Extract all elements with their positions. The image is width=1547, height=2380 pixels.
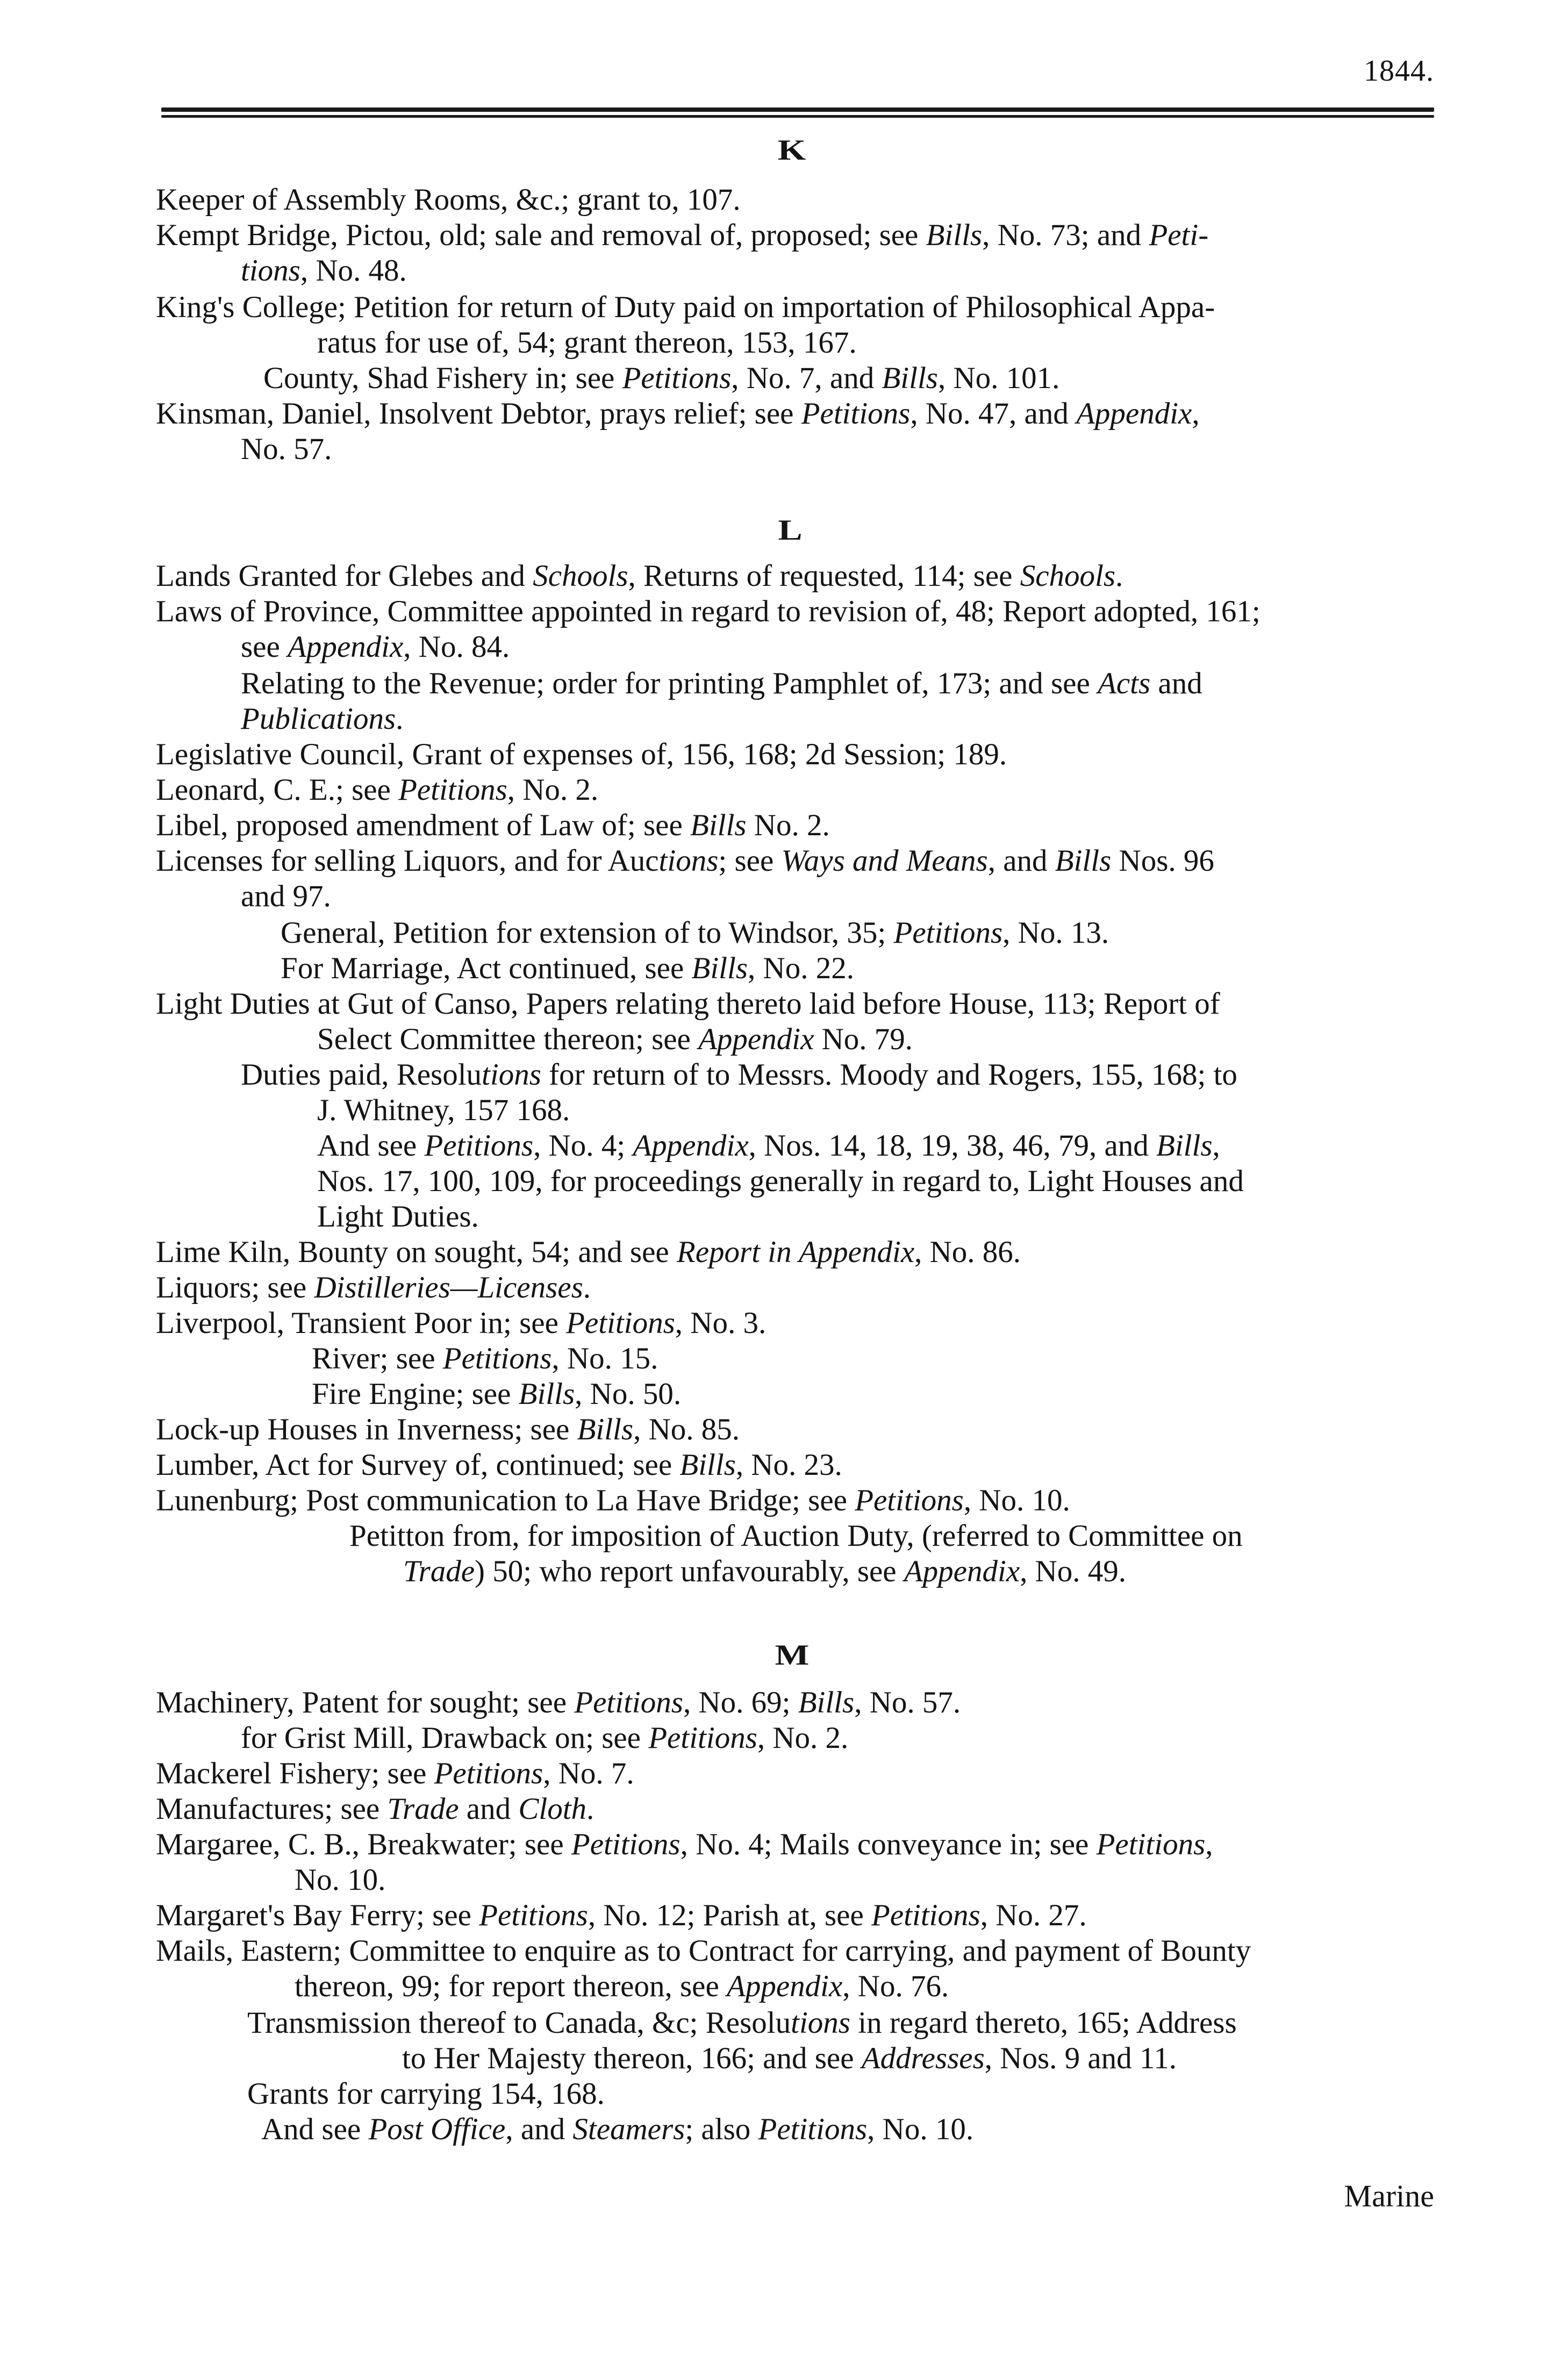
index-line: Publications. <box>241 702 404 736</box>
index-line: For Marriage, Act continued, see Bills, No. 22. <box>281 951 854 985</box>
index-line: Kinsman, Daniel, Insolvent Debtor, prays relief; see Petitions, No. 47, and Appendix, <box>156 397 1200 431</box>
index-line: River; see Petitions, No. 15. <box>312 1342 658 1375</box>
catchword: Marine <box>1344 2178 1434 2213</box>
index-line: Liverpool, Transient Poor in; see Petitions, No. 3. <box>156 1306 767 1340</box>
index-line: Leonard, C. E.; see Petitions, No. 2. <box>156 773 599 807</box>
index-line: Duties paid, Resolutions for return of to Messrs. Moody and Rogers, 155, 168; to <box>241 1058 1237 1092</box>
header-rule-thick <box>161 107 1434 112</box>
index-line: see Appendix, No. 84. <box>241 630 510 664</box>
index-line: to Her Majesty thereon, 166; and see Addresses, Nos. 9 and 11. <box>402 2041 1177 2075</box>
header-rule-thin <box>161 115 1434 118</box>
index-line: Kempt Bridge, Pictou, old; sale and removal of, proposed; see Bills, No. 73; and Peti- <box>156 218 1209 252</box>
index-line: Keeper of Assembly Rooms, &c.; grant to, 107. <box>156 183 741 217</box>
index-line: tions, No. 48. <box>241 254 407 288</box>
index-line: Liquors; see Distilleries—Licenses. <box>156 1271 591 1304</box>
index-line: Grants for carrying 154, 168. <box>247 2077 605 2111</box>
index-line: County, Shad Fishery in; see Petitions, No. 7, and Bills, No. 101. <box>263 361 1060 395</box>
index-line: General, Petition for extension of to Windsor, 35; Petitions, No. 13. <box>281 916 1109 950</box>
index-line: Licenses for selling Liquors, and for Auctions; see Ways and Means, and Bills Nos. 96 <box>156 844 1214 878</box>
section-letter-k: K <box>777 134 806 166</box>
index-line: Lime Kiln, Bounty on sought, 54; and see Report in Appendix, No. 86. <box>156 1235 1021 1269</box>
index-line: No. 57. <box>241 432 332 466</box>
index-line: Nos. 17, 100, 109, for proceedings generally in regard to, Light Houses and <box>317 1164 1244 1198</box>
index-line: Lands Granted for Glebes and Schools, Returns of requested, 114; see Schools. <box>156 559 1123 593</box>
index-line: Machinery, Patent for sought; see Petitions, No. 69; Bills, No. 57. <box>156 1686 961 1719</box>
index-line: ratus for use of, 54; grant thereon, 153, 167. <box>317 326 857 360</box>
index-line: and 97. <box>241 879 331 913</box>
section-letter-m: M <box>775 1639 810 1671</box>
index-line: J. Whitney, 157 168. <box>317 1093 570 1127</box>
index-line: Light Duties. <box>317 1200 479 1234</box>
index-line: Mails, Eastern; Committee to enquire as to Contract for carrying, and payment of Bounty <box>156 1934 1251 1968</box>
index-line: Trade) 50; who report unfavourably, see Appendix, No. 49. <box>403 1554 1127 1588</box>
index-line: No. 10. <box>295 1863 386 1897</box>
index-line: Libel, proposed amendment of Law of; see Bills No. 2. <box>156 808 830 842</box>
index-line: Manufactures; see Trade and Cloth. <box>156 1792 595 1826</box>
index-line: Margaree, C. B., Breakwater; see Petitions, No. 4; Mails conveyance in; see Petitions, <box>156 1827 1213 1861</box>
index-line: Select Committee thereon; see Appendix No. 79. <box>317 1022 913 1056</box>
index-line: Margaret's Bay Ferry; see Petitions, No. 12; Parish at, see Petitions, No. 27. <box>156 1898 1087 1932</box>
index-line: for Grist Mill, Drawback on; see Petitions, No. 2. <box>241 1721 849 1755</box>
index-line: thereon, 99; for report thereon, see Appendix, No. 76. <box>295 1969 949 2003</box>
index-line: Light Duties at Gut of Canso, Papers relating thereto laid before House, 113; Report of <box>156 987 1220 1021</box>
section-letter-l: L <box>778 514 803 546</box>
page-year: 1844. <box>1364 54 1434 88</box>
index-line: Lumber, Act for Survey of, continued; see Bills, No. 23. <box>156 1448 842 1482</box>
index-line: Lock-up Houses in Inverness; see Bills, No. 85. <box>156 1413 740 1446</box>
index-line: Petitton from, for imposition of Auction Duty, (referred to Committee on <box>349 1519 1243 1553</box>
index-line: And see Petitions, No. 4; Appendix, Nos. 14, 18, 19, 38, 46, 79, and Bills, <box>317 1129 1220 1163</box>
index-line: Relating to the Revenue; order for printing Pamphlet of, 173; and see Acts and <box>241 666 1202 700</box>
index-line: Lunenburg; Post communication to La Have Bridge; see Petitions, No. 10. <box>156 1483 1070 1517</box>
index-line: Fire Engine; see Bills, No. 50. <box>312 1377 682 1411</box>
index-line: And see Post Office, and Steamers; also Petitions, No. 10. <box>261 2112 974 2146</box>
index-line: King's College; Petition for return of Duty paid on importation of Philosophical Appa- <box>156 290 1215 324</box>
index-line: Mackerel Fishery; see Petitions, No. 7. <box>156 1757 634 1790</box>
index-line: Laws of Province, Committee appointed in regard to revision of, 48; Report adopted, 161; <box>156 594 1260 628</box>
index-line: Legislative Council, Grant of expenses of, 156, 168; 2d Session; 189. <box>156 737 1007 771</box>
index-line: Transmission thereof to Canada, &c; Resolutions in regard thereto, 165; Address <box>247 2006 1237 2040</box>
